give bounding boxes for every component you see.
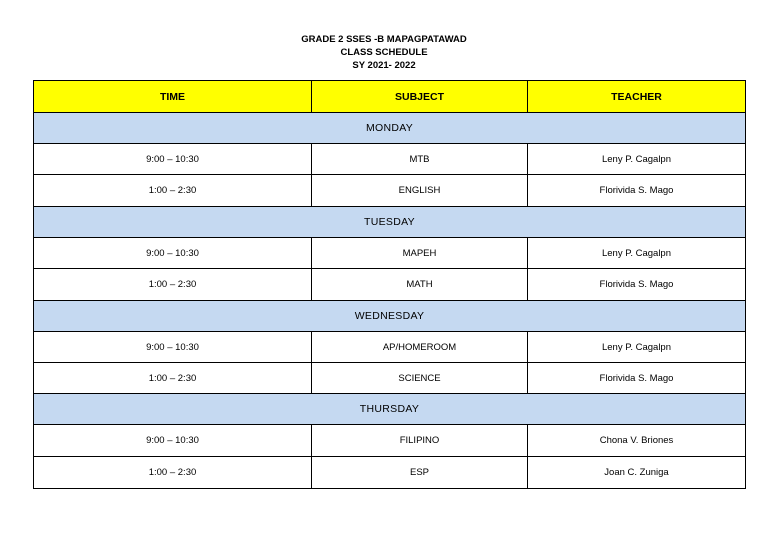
- day-row-wednesday: [34, 301, 746, 332]
- time-cell: 1:00 – 2:30: [34, 269, 312, 301]
- table-row: [34, 363, 746, 394]
- table-row: [34, 144, 746, 175]
- time-cell: 9:00 – 10:30: [34, 425, 312, 457]
- subject-cell: MATH: [312, 269, 528, 301]
- teacher-cell: Florivida S. Mago: [528, 363, 746, 394]
- teacher-cell: Florivida S. Mago: [528, 175, 746, 207]
- subject-cell: SCIENCE: [312, 363, 528, 394]
- title-schedule-label: CLASS SCHEDULE: [340, 47, 428, 58]
- day-row-thursday: [34, 394, 746, 425]
- table-row: [34, 238, 746, 269]
- time-cell: 1:00 – 2:30: [34, 457, 312, 489]
- table-row: [34, 457, 746, 489]
- time-cell: 9:00 – 10:30: [34, 238, 312, 269]
- table-row: [34, 332, 746, 363]
- subject-cell: MAPEH: [312, 238, 528, 269]
- day-label: THURSDAY: [34, 394, 746, 425]
- time-cell: 1:00 – 2:30: [34, 363, 312, 394]
- teacher-cell: Leny P. Cagalpn: [528, 332, 746, 363]
- table-row: [34, 175, 746, 207]
- time-cell: 9:00 – 10:30: [34, 144, 312, 175]
- table-row: [34, 269, 746, 301]
- teacher-cell: Joan C. Zuniga: [528, 457, 746, 489]
- column-header-teacher: TEACHER: [528, 81, 746, 113]
- table-header-row: [34, 81, 746, 113]
- day-label: WEDNESDAY: [34, 301, 746, 332]
- teacher-cell: Leny P. Cagalpn: [528, 238, 746, 269]
- document-title: [0, 33, 768, 72]
- teacher-cell: Florivida S. Mago: [528, 269, 746, 301]
- time-cell: 1:00 – 2:30: [34, 175, 312, 207]
- subject-cell: AP/HOMEROOM: [312, 332, 528, 363]
- day-row-monday: [34, 113, 746, 144]
- time-cell: 9:00 – 10:30: [34, 332, 312, 363]
- class-schedule-table: [33, 80, 746, 489]
- table-row: [34, 425, 746, 457]
- day-label: TUESDAY: [34, 207, 746, 238]
- subject-cell: FILIPINO: [312, 425, 528, 457]
- column-header-time: TIME: [34, 81, 312, 113]
- title-school-year: SY 2021- 2022: [352, 60, 416, 71]
- teacher-cell: Chona V. Briones: [528, 425, 746, 457]
- subject-cell: ENGLISH: [312, 175, 528, 207]
- teacher-cell: Leny P. Cagalpn: [528, 144, 746, 175]
- day-label: MONDAY: [34, 113, 746, 144]
- column-header-subject: SUBJECT: [312, 81, 528, 113]
- subject-cell: ESP: [312, 457, 528, 489]
- title-class-name: GRADE 2 SSES -B MAPAGPATAWAD: [301, 34, 467, 45]
- subject-cell: MTB: [312, 144, 528, 175]
- day-row-tuesday: [34, 207, 746, 238]
